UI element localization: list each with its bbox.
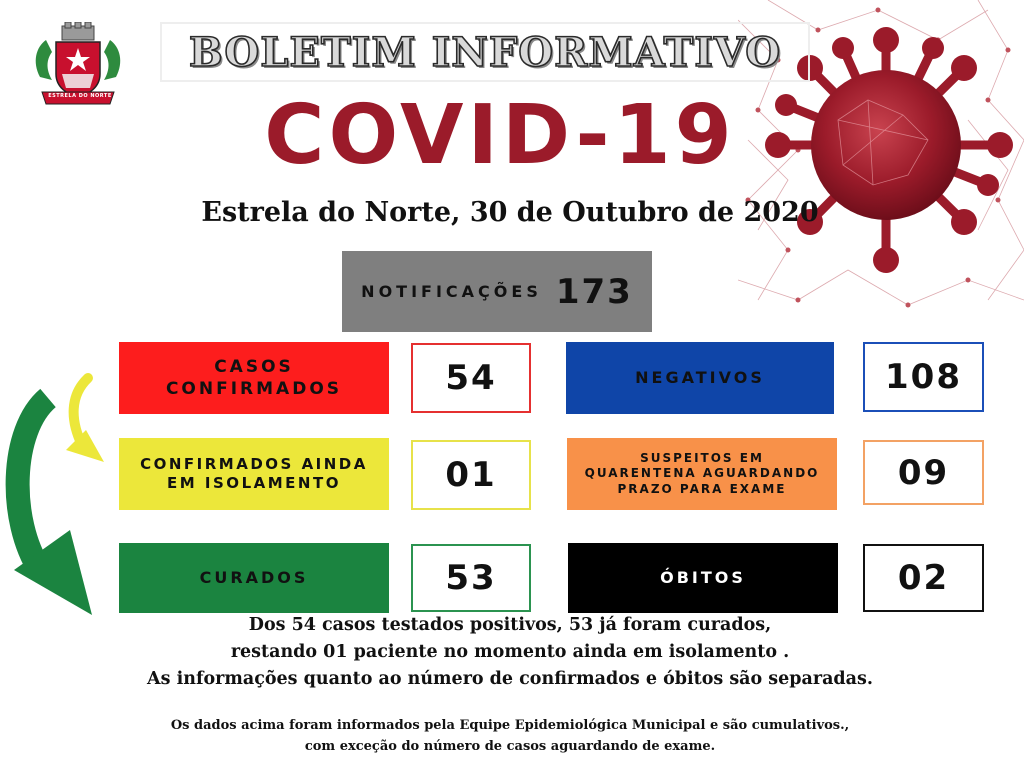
bulletin-title: BOLETIM INFORMATIVO bbox=[188, 28, 782, 76]
footnote-line1: Os dados acima foram informados pela Equipe Epidemiológica Municipal e são cumulativos., bbox=[170, 718, 850, 733]
footnote-line2: com exceção do número de casos aguardando de exame. bbox=[304, 739, 716, 754]
suspects-label-line3: PRAZO PARA EXAME bbox=[617, 481, 787, 496]
notifications-value: 173 bbox=[555, 271, 633, 312]
isolation-label bbox=[119, 438, 389, 510]
deaths-label: ÓBITOS bbox=[568, 543, 838, 613]
recovered-value: 53 bbox=[411, 544, 531, 612]
date-line: Estrela do Norte, 30 de Outubro de 2020 bbox=[201, 197, 819, 228]
coat-of-arms-ribbon: ESTRELA DO NORTE bbox=[48, 93, 112, 99]
recovered-label: CURADOS bbox=[119, 543, 389, 613]
negative-value: 108 bbox=[863, 342, 984, 412]
deaths-value: 02 bbox=[863, 544, 984, 612]
summary-line3: As informações quanto ao número de confirmados e óbitos são separadas. bbox=[147, 669, 873, 689]
covid-heading: COVID-19 bbox=[264, 88, 736, 183]
confirmed-cases-value: 54 bbox=[411, 343, 531, 413]
suspects-label bbox=[567, 438, 837, 510]
title-box bbox=[160, 22, 810, 82]
summary-line1: Dos 54 casos testados positivos, 53 já foram curados, bbox=[248, 615, 772, 635]
isolation-label-line2: EM ISOLAMENTO bbox=[167, 474, 341, 492]
summary-text bbox=[60, 612, 960, 693]
curved-arrows-icon bbox=[0, 370, 120, 620]
suspects-label-line2: QUARENTENA AGUARDANDO bbox=[584, 466, 820, 481]
notifications-box bbox=[342, 251, 652, 332]
summary-line2: restando 01 paciente no momento ainda em isolamento . bbox=[230, 642, 790, 662]
confirmed-label-line2: CONFIRMADOS bbox=[165, 379, 343, 399]
isolation-label-line1: CONFIRMADOS AINDA bbox=[140, 454, 368, 473]
confirmed-label-line1: CASOS bbox=[214, 356, 294, 377]
isolation-value: 01 bbox=[411, 440, 531, 510]
footnote bbox=[60, 715, 960, 757]
confirmed-cases-label bbox=[119, 342, 389, 414]
suspects-label-line1: SUSPEITOS EM bbox=[640, 450, 764, 465]
suspects-value: 09 bbox=[863, 440, 984, 505]
notifications-label: NOTIFICAÇÕES bbox=[361, 282, 542, 301]
negative-label: NEGATIVOS bbox=[566, 342, 834, 414]
